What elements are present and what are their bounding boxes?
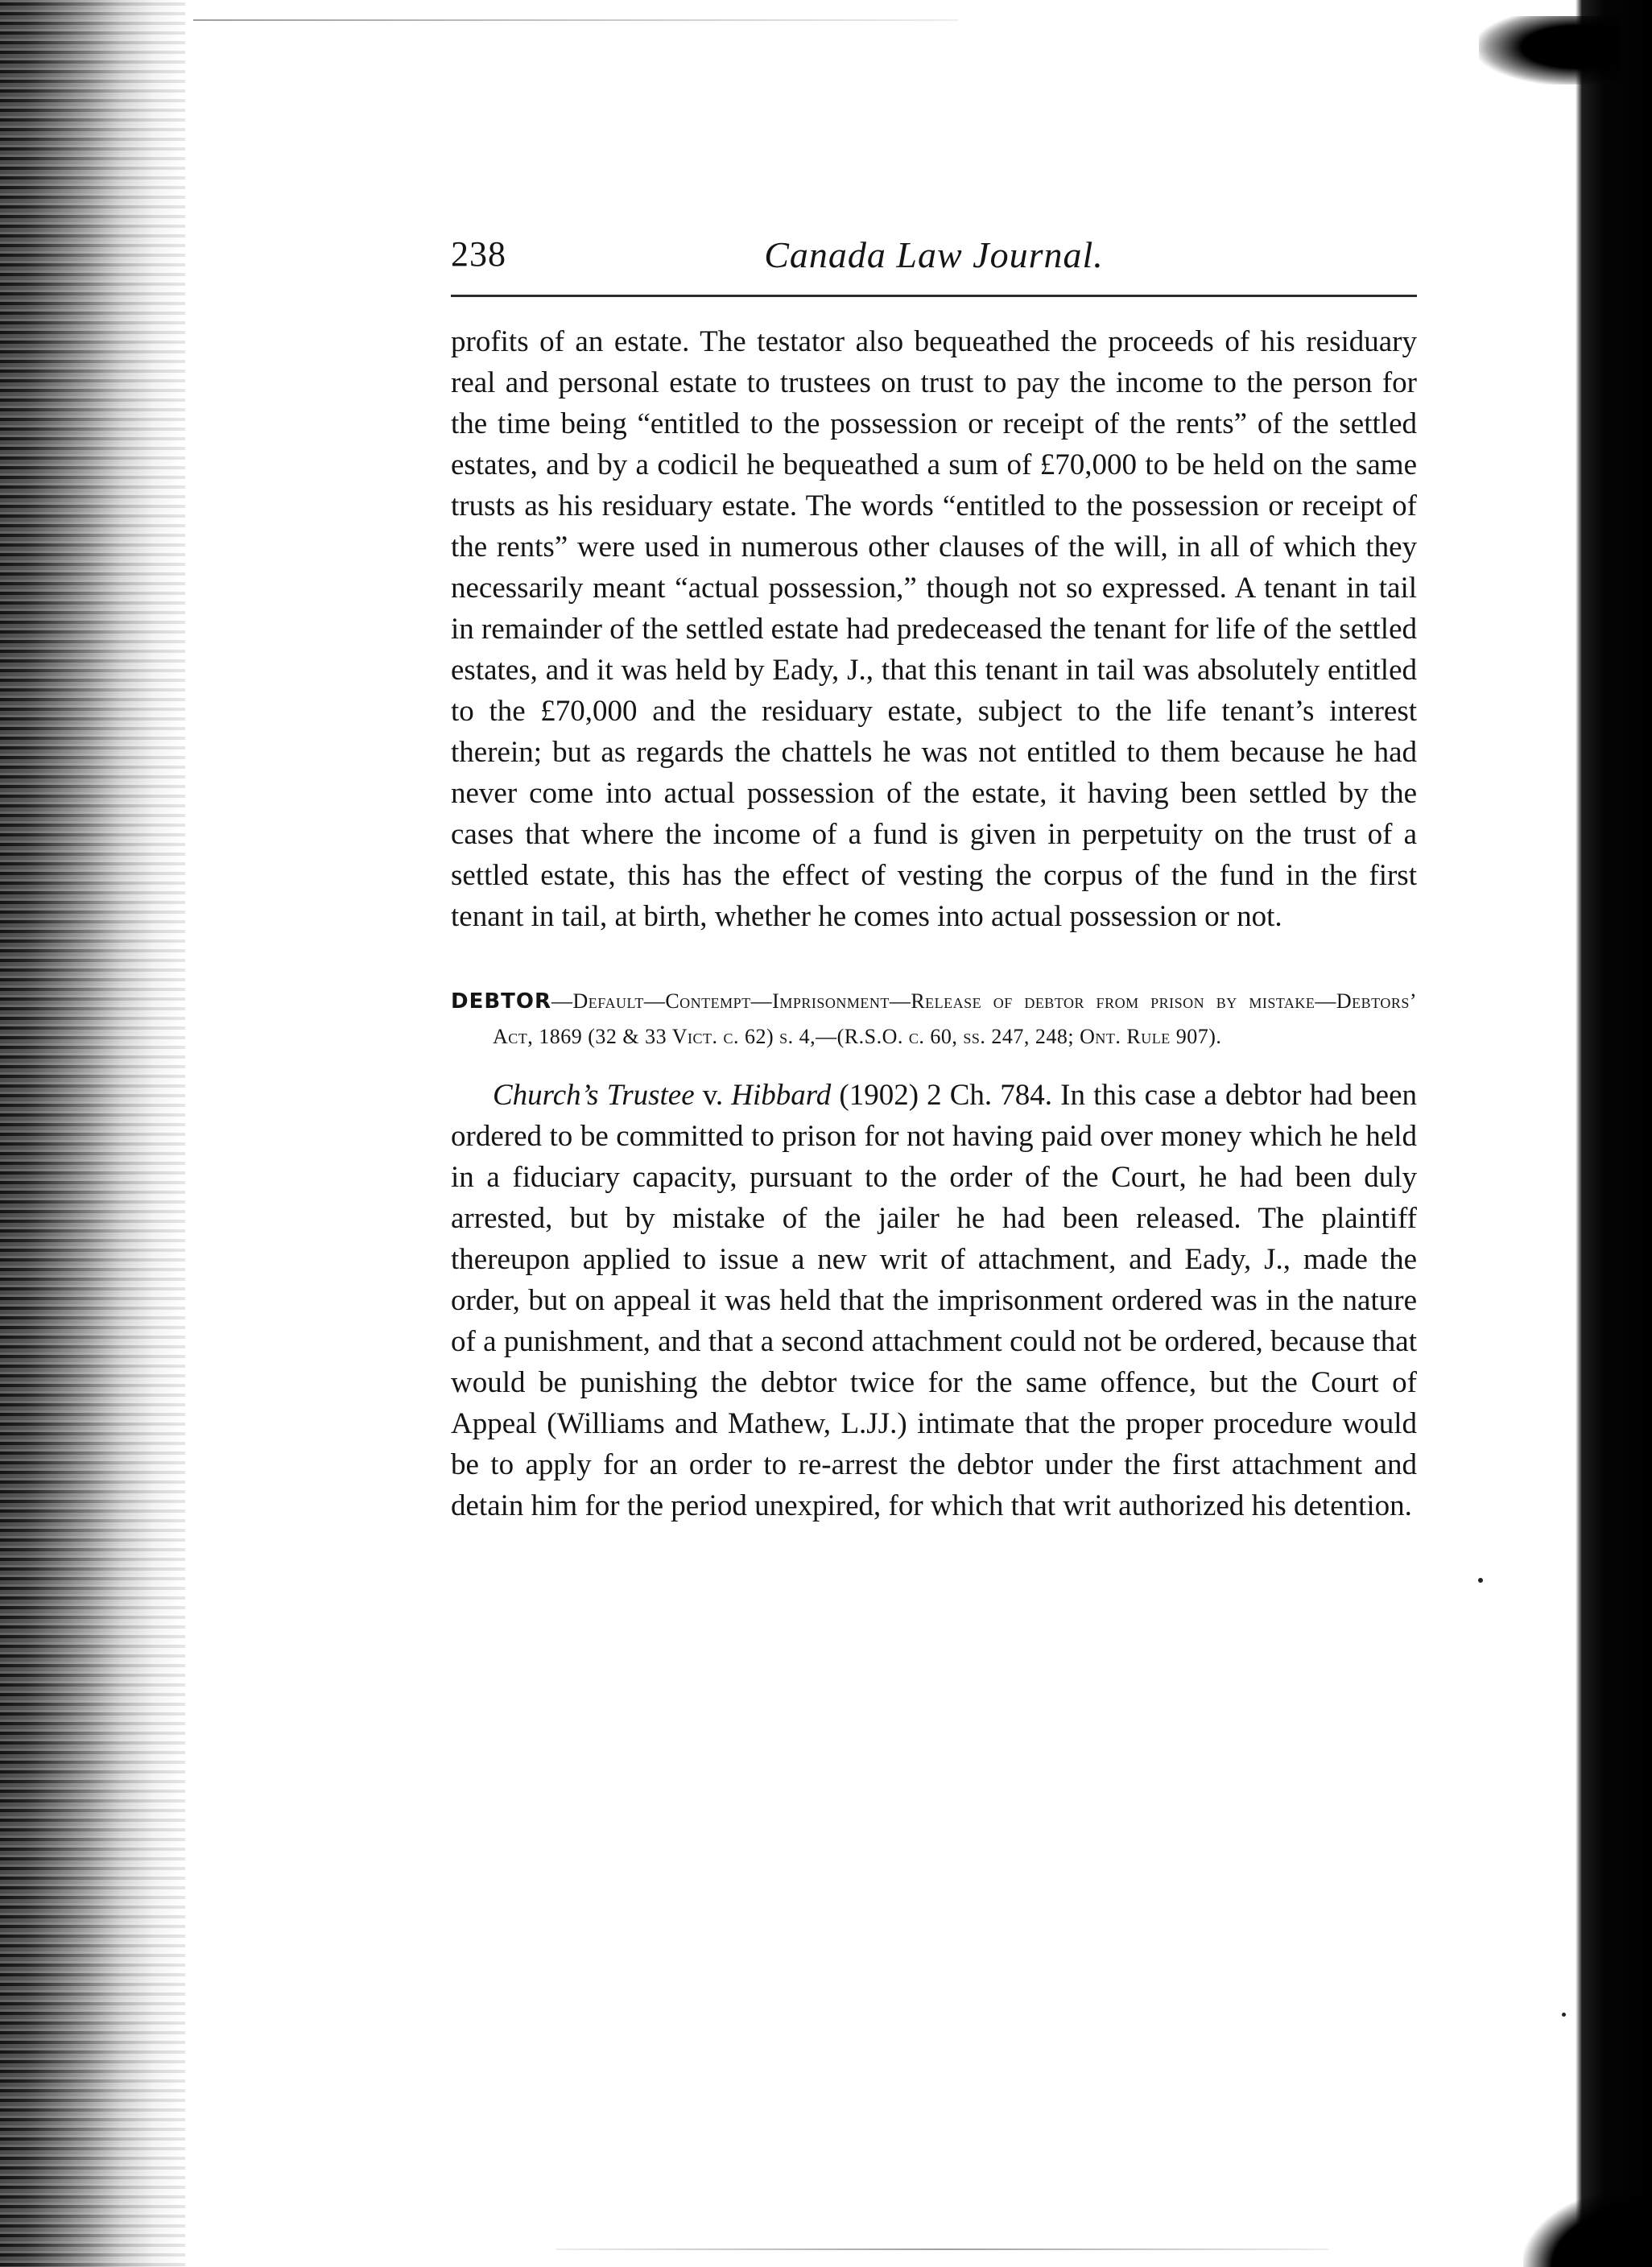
case-name-plaintiff: Church’s Trustee [493, 1079, 695, 1112]
journal-title: Canada Law Journal. [764, 234, 1104, 275]
running-head [451, 227, 1417, 295]
page-content [451, 227, 1417, 1526]
scan-shadow-left [0, 0, 185, 2267]
paragraph-debtor-text: (1902) 2 Ch. 784. In this case a debtor had been ordered to be committed to prison for not having paid over money which he held in a fiduciary capacity, pursuant to the order of the Court, he had been duly arrested, but by mistake of the jailer he had been released. The plaintiff thereupon applied to issue a new writ of attachment, and Eady, J., made the order, but on appeal it was held that the imprisonment ordered was in the nature of a punishment, and that a second attachment could not be ordered, because that would be punishing the debtor twice for the same offence, but the Court of Appeal (Williams and Mathew, L.JJ.) intimate that the proper procedure would be to apply for an order to re-arrest the debtor under the first attachment and detain him for the period unexpired, for which that writ authorized his detention. [451, 1079, 1417, 1522]
page-number: 238 [451, 234, 506, 274]
case-versus: v. [694, 1079, 732, 1112]
section-heading-text: —Default—Contempt—Imprisonment—Release of debtor from prison by mistake—Debtors’ Act, 1869 (32 & 33 Vict. c. 62) s. 4,—(R.S.O. c. 60, ss. 247, 248; Ont. Rule 907). [493, 989, 1417, 1048]
scan-bottom-edge [555, 2248, 1328, 2250]
scan-shadow-right [1576, 0, 1652, 2267]
case-name-defendant: Hibbard [731, 1079, 832, 1112]
paragraph-estate-case: profits of an estate. The testator also bequeathed the proceeds of his residuary real and personal estate to trustees on trust to pay the income to the person for the time being “entitled to the possession or receipt of the rents” of the settled estates, and by a codicil he bequeathed a sum of £70,000 to be held on the same trusts as his residuary estate. The words “entitled to the possession or receipt of the rents” were used in numerous other clauses of the will, in all of which they necessarily meant “actual possession,” though not so expressed. A tenant in tail in remainder of the settled estate had predeceased the tenant for life of the settled estates, and it was held by Eady, J., that this tenant in tail was absolutely entitled to the £70,000 and the residuary estate, subject to the life tenant’s interest therein; but as regards the chattels he was not entitled to them because he had never come into actual possession of the estate, it having been settled by the cases that where the income of a fund is given in perpetuity on the trust of a settled estate, this has the effect of vesting the corpus of the fund in the first tenant in tail, at birth, whether he comes into actual possession or not. [451, 325, 1417, 933]
scan-top-edge [193, 19, 958, 21]
ink-speck [1562, 2013, 1566, 2017]
section-heading [451, 984, 1417, 1054]
section-keyword: DEBTOR [451, 989, 552, 1014]
ink-speck [1478, 1578, 1483, 1583]
paragraph-debtor-case [451, 1075, 1417, 1526]
scan-shadow-bottom-right [1523, 2186, 1652, 2267]
header-rule [451, 295, 1417, 297]
